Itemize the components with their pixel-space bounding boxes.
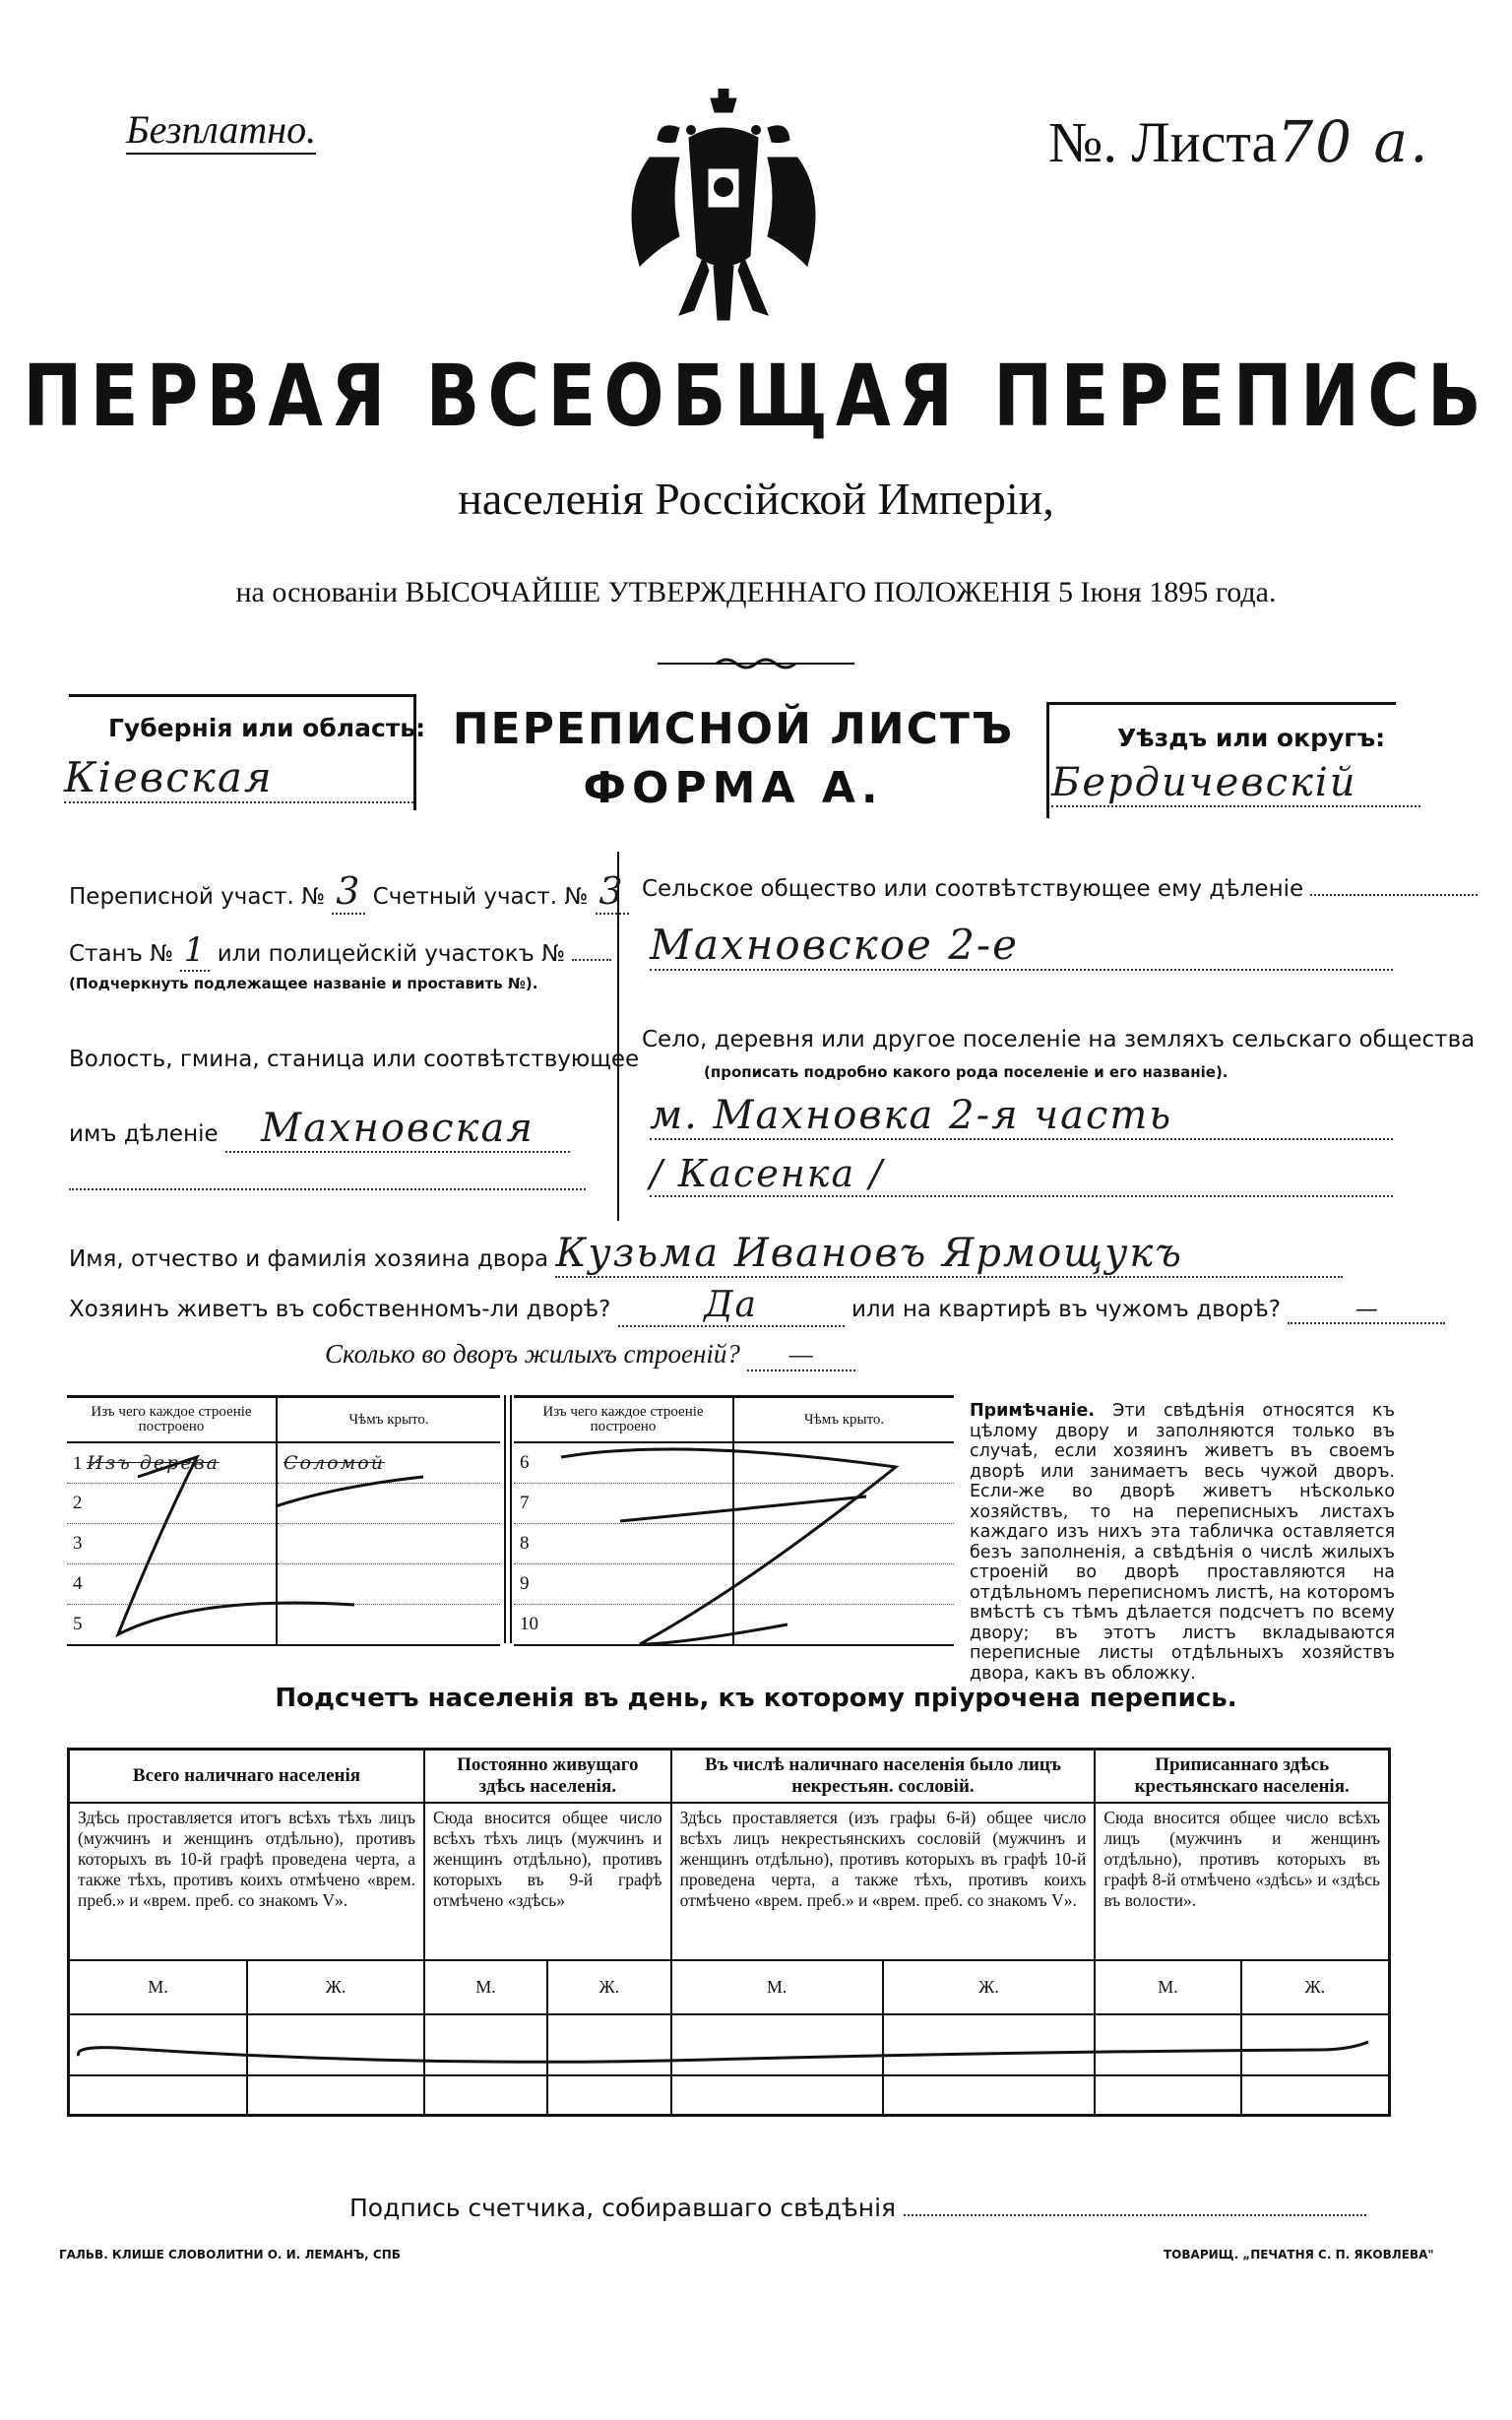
male-header: М. <box>1095 1960 1240 2014</box>
village-label: Село, деревня или другое поселеніе на земляхъ сельскаго общества <box>642 1027 1476 1052</box>
material-value: Изъ дерева <box>87 1451 220 1474</box>
printer-left: ГАЛЬВ. КЛИШЕ СЛОВОЛИТНИ О. И. ЛЕМАНЪ, СПБ <box>59 2248 401 2261</box>
sheet-number-label: №. Листа <box>1048 110 1278 174</box>
uezd-value: Бердичевскій <box>1051 760 1420 807</box>
owner-name-value: Кузьма Ивановъ Ярмощукъ <box>555 1231 1343 1278</box>
stan-note: (Подчеркнуть подлежащее названіе и проставить №). <box>69 975 538 992</box>
stan-value: 1 <box>180 930 210 972</box>
village-value-2: / Касенка / <box>650 1152 1393 1197</box>
volost-label-2: имъ дѣленіе <box>69 1121 219 1147</box>
free-label: Безплатно. <box>126 106 316 155</box>
female-header: Ж. <box>247 1960 424 2014</box>
col-registered-peasant: Приписаннаго здѣсь крестьянскаго населенія. <box>1095 1750 1389 1804</box>
male-header: М. <box>424 1960 547 2014</box>
desc-present: Здѣсь проставляется итогъ всѣхъ тѣхъ лицъ (мужчинъ и женщинъ отдѣльно), противъ которыхъ въ 10-й графѣ проведена черта, а также тѣхъ, противъ коихъ отмѣчено «врем. преб.» и «врем. преб. со знакомъ V». <box>69 1803 424 1960</box>
owner-rent-label: или на квартирѣ въ чужомъ дворѣ? <box>850 1297 1281 1322</box>
stan-row <box>69 930 611 972</box>
roof-value: Соломой <box>284 1451 385 1474</box>
col-material: Изъ чего каждое строеніе построено <box>67 1397 277 1443</box>
female-header: Ж. <box>1241 1960 1390 2014</box>
ornament-divider <box>658 654 854 673</box>
table-row: 6 <box>514 1442 954 1484</box>
owner-name-label: Имя, отчество и фамилія хозяина двора <box>69 1246 549 1272</box>
village-note: (прописать подробно какого рода поселеніе и его названіе). <box>704 1063 1228 1081</box>
census-district-row <box>69 869 629 915</box>
census-subtitle: населенія Россійской Имперіи, <box>458 474 1054 524</box>
printer-right: ТОВАРИЩ. „ПЕЧАТНЯ С. П. ЯКОВЛЕВА" <box>1164 2248 1434 2261</box>
society-label: Сельское общество или соотвѣтствующее ему дѣленіе <box>642 876 1304 902</box>
table-row: 9 <box>514 1564 954 1605</box>
table-row: 2 <box>67 1484 500 1524</box>
table-row: 3 <box>67 1524 500 1564</box>
desc-registered-peasant: Сюда вносится общее число всѣхъ лицъ (мужчинъ и женщинъ отдѣльно), противъ которыхъ въ графѣ 8-й отмѣчено «здѣсь» и «здѣсь въ волости». <box>1095 1803 1389 1960</box>
table-row: 8 <box>514 1524 954 1564</box>
sheet-number <box>1048 108 1430 175</box>
col-roof: Чѣмъ крыто. <box>733 1397 954 1443</box>
form-list-title: ПЕРЕПИСНОЙ ЛИСТЪ <box>452 704 1015 754</box>
female-header: Ж. <box>883 1960 1096 2014</box>
note-lead: Примѣчаніе. <box>970 1401 1096 1421</box>
volost-label: Волость, гмина, станица или соотвѣтствующее <box>69 1047 640 1072</box>
table-row: 5 <box>67 1605 500 1646</box>
table-row <box>69 2075 1390 2116</box>
col-permanent: Постоянно живущаго здѣсь населенія. <box>424 1750 671 1804</box>
police-value <box>572 959 611 961</box>
col-present: Всего наличнаго населенія <box>69 1750 424 1804</box>
count-title: Подсчетъ населенія въ день, къ которому пріурочена перепись. <box>275 1684 1237 1713</box>
count-strike-line <box>69 2031 1388 2070</box>
volost-extra-line <box>69 1186 586 1190</box>
cross-out-strokes <box>59 1437 965 1644</box>
census-district-value: 3 <box>332 869 365 915</box>
counting-district-label: Счетный участ. № <box>372 884 589 910</box>
uezd-label: Уѣздъ или округъ: <box>1117 724 1386 752</box>
form-type-label: ФОРМА А. <box>583 763 884 813</box>
col-material: Изъ чего каждое строеніе построено <box>514 1397 733 1443</box>
signature-label: Подпись счетчика, собиравшаго свѣдѣнія <box>349 2194 897 2222</box>
gubernia-value: Кіевская <box>64 753 413 803</box>
male-header: М. <box>671 1960 883 2014</box>
desc-permanent: Сюда вносится общее число всѣхъ тѣхъ лицъ (мужчинъ и женщинъ отдѣльно), противъ которыхъ въ 9-й графѣ отмѣчено «здѣсь» <box>424 1803 671 1960</box>
desc-non-peasant: Здѣсь проставляется (изъ графы 6-й) общее число всѣхъ лицъ некрестьянскихъ сословій (мужчинъ и женщинъ отдѣльно), противъ которыхъ въ графѣ 10-й проведена черта, а также тѣхъ, противъ коихъ отмѣчено «врем. преб.» и «врем. преб. со знакомъ V». <box>671 1803 1096 1960</box>
owner-row <box>69 1231 1343 1278</box>
col-non-peasant: Въ числѣ наличнаго населенія было лицъ некрестьян. сословій. <box>671 1750 1096 1804</box>
buildings-label: Сколько во дворъ жилыхъ строеній? <box>325 1339 740 1369</box>
volost-row <box>69 1106 570 1153</box>
owner-lives-value: Да <box>618 1285 845 1327</box>
enumerator-signature-row <box>349 2194 1366 2222</box>
female-header: Ж. <box>547 1960 671 2014</box>
society-value: Махновское 2-е <box>650 921 1393 971</box>
male-header: М. <box>69 1960 248 2014</box>
buildings-row <box>325 1339 855 1371</box>
signature-value <box>904 2214 1366 2216</box>
volost-value: Махновская <box>225 1106 570 1153</box>
census-basis: на основаніи ВЫСОЧАЙШЕ УТВЕРЖДЕННАГО ПОЛОЖЕНІЯ 5 Іюня 1895 года. <box>235 576 1277 608</box>
census-title: ПЕРВАЯ ВСЕОБЩАЯ ПЕРЕПИСЬ <box>23 346 1489 446</box>
society-row <box>642 876 1478 902</box>
village-value-1: м. Махновка 2-я часть <box>650 1093 1393 1140</box>
table-row: 4 <box>67 1564 500 1605</box>
stan-label: Станъ № <box>69 941 174 967</box>
census-district-label: Переписной участ. № <box>69 884 326 910</box>
police-label: или полицейскій участокъ № <box>217 941 566 967</box>
owner-lives-label: Хозяинъ живетъ въ собственномъ-ли дворѣ? <box>69 1297 611 1322</box>
gubernia-label: Губернія или область: <box>108 714 426 742</box>
double-headed-eagle-emblem <box>620 89 827 335</box>
table-row: 10 <box>514 1605 954 1646</box>
owner-lives-row <box>69 1285 1445 1327</box>
owner-rent-value: — <box>1288 1297 1445 1324</box>
note-text: Эти свѣдѣнія относятся къ цѣлому двору и заполняются только въ случаѣ, если хозяинъ живетъ въ своемъ дворѣ или занимаетъ весь чужой дворъ. Если-же во дворѣ живетъ нѣсколько хозяйствъ, то на переписныхъ листахъ каждаго изъ нихъ эта табличка оставляется безъ заполненія, а свѣдѣнія о числѣ жилыхъ строеній во дворѣ проставляются на отдѣльномъ переписномъ листѣ, на которомъ вмѣстѣ съ тѣмъ дѣлается подсчетъ по всему двору; въ этотъ листъ вкладываются переписные листы отдѣльныхъ хозяйствъ двора, какъ въ обложку. <box>970 1401 1395 1684</box>
counting-district-value: 3 <box>596 869 629 915</box>
buildings-value: — <box>747 1339 855 1371</box>
row-number: 1 <box>73 1452 83 1474</box>
table-row: 7 <box>514 1484 954 1524</box>
society-dots <box>1310 894 1478 896</box>
note-block <box>970 1401 1395 1684</box>
col-roof: Чѣмъ крыто. <box>277 1397 500 1443</box>
sheet-number-value: 70 а. <box>1277 108 1430 175</box>
